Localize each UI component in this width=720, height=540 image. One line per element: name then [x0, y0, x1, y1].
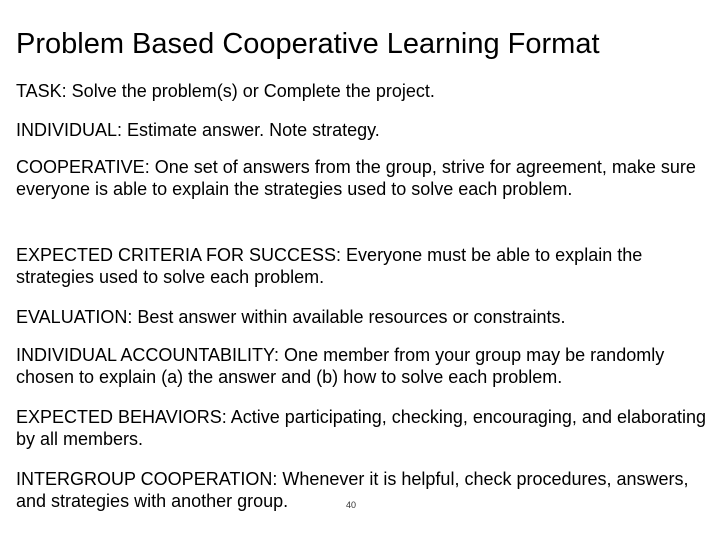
cooperative-item: COOPERATIVE: One set of answers from the group, strive for agreement, make sure everyone is able to explain the strategies used to solve each problem. — [16, 157, 696, 199]
evaluation-item: EVALUATION: Best answer within available resources or constraints. — [16, 307, 566, 327]
task-item: TASK: Solve the problem(s) or Complete the project. — [16, 81, 435, 101]
expected-criteria-item: EXPECTED CRITERIA FOR SUCCESS: Everyone must be able to explain the strategies used to solve each problem. — [16, 245, 643, 287]
slide-number: 40 — [346, 500, 357, 510]
individual-item: INDIVIDUAL: Estimate answer. Note strategy. — [16, 120, 380, 140]
individual-accountability-item: INDIVIDUAL ACCOUNTABILITY: One member from your group may be randomly chosen to explain (a) the answer and (b) how to solve each problem. — [16, 345, 665, 387]
expected-behaviors-item: EXPECTED BEHAVIORS: Active participating, checking, encouraging, and elaborating by all members. — [16, 407, 707, 449]
intergroup-cooperation-item: INTERGROUP COOPERATION: Whenever it is helpful, check procedures, answers, and strategies with another group. — [16, 469, 689, 511]
slide-title: Problem Based Cooperative Learning Format — [16, 28, 600, 60]
